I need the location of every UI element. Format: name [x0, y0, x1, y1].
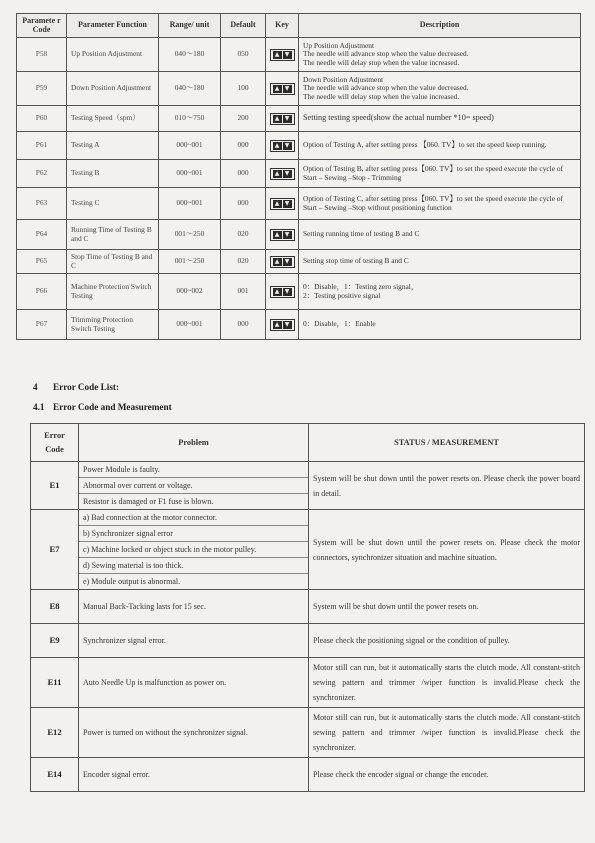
parameter-code: P61: [17, 132, 67, 160]
parameter-function: Stop Time of Testing B and C: [67, 250, 159, 274]
error-problem: [79, 462, 309, 510]
parameter-key: [266, 160, 299, 188]
parameter-default: 050: [221, 38, 266, 72]
problem-line: Abnormal over current or voltage.: [79, 478, 308, 494]
description-line: The needle will advance stop when the value decreased.: [303, 83, 469, 93]
down-arrow-key-icon: ▼: [283, 51, 292, 59]
up-down-keys: [270, 286, 295, 298]
error-problem: [79, 758, 309, 792]
parameter-range: 040～180: [159, 72, 221, 106]
error-row: [31, 590, 585, 624]
parameter-row: [17, 274, 581, 310]
up-down-keys: [270, 83, 295, 95]
error-code: E7: [31, 510, 79, 590]
down-arrow-key-icon: ▼: [283, 231, 292, 239]
header-status: STATUS / MEASUREMENT: [309, 424, 585, 462]
parameter-key: [266, 106, 299, 132]
parameter-key: [266, 188, 299, 220]
parameter-function: Down Position Adjustment: [67, 72, 159, 106]
error-row: [31, 510, 585, 590]
parameter-description: [299, 132, 581, 160]
section-number: 4: [33, 382, 38, 392]
parameter-description: [299, 274, 581, 310]
error-row: [31, 708, 585, 758]
parameter-key: [266, 250, 299, 274]
parameter-range: 000~001: [159, 310, 221, 340]
parameter-row: [17, 188, 581, 220]
parameter-default: 020: [221, 250, 266, 274]
parameter-description: [299, 38, 581, 72]
description-line: 0：Disable，1：Enable: [303, 319, 376, 329]
up-arrow-key-icon: ▲: [273, 258, 282, 266]
problem-line: a) Bad connection at the motor connector.: [79, 510, 308, 526]
down-arrow-key-icon: ▼: [283, 85, 292, 93]
parameter-description: [299, 188, 581, 220]
section-title: Error Code and Measurement: [53, 402, 172, 412]
down-arrow-key-icon: ▼: [283, 321, 292, 329]
header-error-code: Error Code: [31, 424, 79, 462]
parameter-range: 000~001: [159, 160, 221, 188]
parameter-key: [266, 72, 299, 106]
parameter-code: P67: [17, 310, 67, 340]
error-status: System will be shut down until the power resets on.: [309, 590, 585, 624]
up-arrow-key-icon: ▲: [273, 231, 282, 239]
parameter-range: 001～250: [159, 220, 221, 250]
description-line: 2：Testing positive signal: [303, 290, 381, 300]
up-arrow-key-icon: ▲: [273, 321, 282, 329]
parameter-range: 000~002: [159, 274, 221, 310]
parameter-code: P65: [17, 250, 67, 274]
parameter-row: [17, 72, 581, 106]
parameter-description: [299, 250, 581, 274]
up-down-keys: [270, 140, 295, 152]
parameter-function: Up Position Adjustment: [67, 38, 159, 72]
down-arrow-key-icon: ▼: [283, 258, 292, 266]
error-problem: [79, 590, 309, 624]
problem-line: e) Module output is abnormal.: [83, 577, 181, 586]
parameter-row: [17, 160, 581, 188]
parameter-key: [266, 132, 299, 160]
header-function: Parameter Function: [67, 14, 159, 38]
parameter-range: 000~001: [159, 188, 221, 220]
parameter-key: [266, 310, 299, 340]
header-key: Key: [266, 14, 299, 38]
up-down-keys: [270, 113, 295, 125]
error-problem: [79, 658, 309, 708]
error-code: E12: [31, 708, 79, 758]
up-arrow-key-icon: ▲: [273, 85, 282, 93]
down-arrow-key-icon: ▼: [283, 142, 292, 150]
down-arrow-key-icon: ▼: [283, 200, 292, 208]
parameter-default: 000: [221, 188, 266, 220]
down-arrow-key-icon: ▼: [283, 170, 292, 178]
parameter-key: [266, 274, 299, 310]
parameter-function: Testing Speed（spm）: [67, 106, 159, 132]
parameter-function: Machine Protection Switch Testing: [67, 274, 159, 310]
error-row: [31, 658, 585, 708]
problem-line: Encoder signal error.: [83, 770, 150, 779]
up-down-keys: [270, 168, 295, 180]
parameter-code: P64: [17, 220, 67, 250]
problem-line: Resistor is damaged or F1 fuse is blown.: [83, 497, 214, 506]
parameter-default: 000: [221, 132, 266, 160]
parameter-description: [299, 160, 581, 188]
error-code: E8: [31, 590, 79, 624]
description-line: Option of Testing C, after setting press【060. TV】to set the speed execute the cycle of Start – Sewing –Stop without positioning function: [303, 193, 564, 212]
description-line: Down Position Adjustment: [303, 74, 384, 84]
error-status: System will be shut down until the power resets on. Please check the power board in detail.: [309, 462, 585, 510]
error-code: E14: [31, 758, 79, 792]
parameter-row: [17, 132, 581, 160]
parameter-row: [17, 250, 581, 274]
parameter-default: 000: [221, 160, 266, 188]
error-code: E11: [31, 658, 79, 708]
parameter-row: [17, 106, 581, 132]
parameter-function: Testing B: [67, 160, 159, 188]
problem-line: b) Synchronizer signal error: [79, 526, 308, 542]
header-description: Description: [299, 14, 581, 38]
parameter-range: 001～250: [159, 250, 221, 274]
error-row: [31, 758, 585, 792]
parameter-code: P59: [17, 72, 67, 106]
parameter-function: Testing C: [67, 188, 159, 220]
parameter-table-header: [17, 14, 581, 38]
problem-line: d) Sewing material is too thick.: [79, 558, 308, 574]
up-arrow-key-icon: ▲: [273, 142, 282, 150]
parameter-function: Trimming Protection Switch Testing: [67, 310, 159, 340]
error-problem: [79, 624, 309, 658]
header-range: Range/ unit: [159, 14, 221, 38]
description-line: 0：Disable，1：Testing zero signal，: [303, 281, 419, 291]
description-line: The needle will advance stop when the value decreased.: [303, 49, 469, 59]
parameter-range: 040～180: [159, 38, 221, 72]
up-down-keys: [270, 49, 295, 61]
section-title: Error Code List:: [53, 382, 120, 392]
error-code: E1: [31, 462, 79, 510]
error-code-table: [30, 423, 585, 792]
parameter-range: 010～750: [159, 106, 221, 132]
error-status: Please check the positioning signal or the condition of pulley.: [309, 624, 585, 658]
parameter-row: [17, 310, 581, 340]
parameter-description: [299, 310, 581, 340]
error-status: System will be shut down until the power resets on. Please check the motor connectors, synchronizer situation and machine situation.: [309, 510, 585, 590]
error-status: Please check the encoder signal or change the encoder.: [309, 758, 585, 792]
section-heading-error-measurement: [33, 402, 172, 412]
parameter-default: 001: [221, 274, 266, 310]
parameter-row: [17, 220, 581, 250]
parameter-range: 000~001: [159, 132, 221, 160]
parameter-key: [266, 38, 299, 72]
parameter-code: P66: [17, 274, 67, 310]
up-arrow-key-icon: ▲: [273, 51, 282, 59]
error-code: E9: [31, 624, 79, 658]
parameter-default: 000: [221, 310, 266, 340]
header-problem: Problem: [79, 424, 309, 462]
section-heading-error-code-list: [33, 382, 119, 392]
problem-line: Synchronizer signal error.: [83, 636, 166, 645]
parameter-description: [299, 220, 581, 250]
parameter-function: Running Time of Testing B and C: [67, 220, 159, 250]
error-problem: [79, 510, 309, 590]
description-line: Up Position Adjustment: [303, 40, 375, 50]
description-line: Setting testing speed(show the actual number *10= speed): [303, 113, 494, 123]
parameter-code: P62: [17, 160, 67, 188]
section-number: 4.1: [33, 402, 45, 412]
problem-line: Power Module is faulty.: [79, 462, 308, 478]
parameter-code: P60: [17, 106, 67, 132]
parameter-row: [17, 38, 581, 72]
error-row: [31, 624, 585, 658]
description-line: Setting running time of testing B and C: [303, 229, 420, 239]
error-table-header: [31, 424, 585, 462]
description-line: Option of Testing A, after setting press 【060. TV】to set the speed keep running.: [303, 140, 547, 150]
parameter-code: P63: [17, 188, 67, 220]
up-down-keys: [270, 256, 295, 268]
up-down-keys: [270, 229, 295, 241]
parameter-function: Testing A: [67, 132, 159, 160]
error-row: [31, 462, 585, 510]
header-code: Paramete r Code: [17, 14, 67, 38]
parameter-default: 020: [221, 220, 266, 250]
down-arrow-key-icon: ▼: [283, 288, 292, 296]
problem-line: Power is turned on without the synchronizer signal.: [83, 728, 248, 737]
description-line: Option of Testing B, after setting press【060. TV】to set the speed execute the cycle of Start – Sewing –Stop - Trimming: [303, 163, 564, 182]
error-status: Motor still can run, but it automatically starts the clutch mode. All constant-stitch sewing pattern and trimmer /wiper function is invalid.Please check the synchronizer.: [309, 658, 585, 708]
header-default: Default: [221, 14, 266, 38]
parameter-description: [299, 106, 581, 132]
up-down-keys: [270, 319, 295, 331]
up-arrow-key-icon: ▲: [273, 115, 282, 123]
parameter-default: 200: [221, 106, 266, 132]
parameter-table: [16, 13, 581, 340]
parameter-code: P58: [17, 38, 67, 72]
up-down-keys: [270, 198, 295, 210]
description-line: The needle will delay stop when the value increased.: [303, 91, 460, 101]
description-line: The needle will delay stop when the value increased.: [303, 57, 460, 67]
parameter-default: 100: [221, 72, 266, 106]
error-status: Motor still can run, but it automatically starts the clutch mode. All constant-stitch sewing pattern and trimmer /wiper function is invalid.Please check the synchronizer.: [309, 708, 585, 758]
error-problem: [79, 708, 309, 758]
problem-line: Manual Back-Tacking lasts for 15 sec.: [83, 602, 206, 611]
parameter-description: [299, 72, 581, 106]
problem-line: c) Machine locked or object stuck in the motor pulley.: [79, 542, 308, 558]
parameter-key: [266, 220, 299, 250]
up-arrow-key-icon: ▲: [273, 288, 282, 296]
up-arrow-key-icon: ▲: [273, 170, 282, 178]
down-arrow-key-icon: ▼: [283, 115, 292, 123]
description-line: Setting stop time of testing B and C: [303, 256, 409, 266]
problem-line: Auto Needle Up is malfunction as power on.: [83, 678, 227, 687]
up-arrow-key-icon: ▲: [273, 200, 282, 208]
